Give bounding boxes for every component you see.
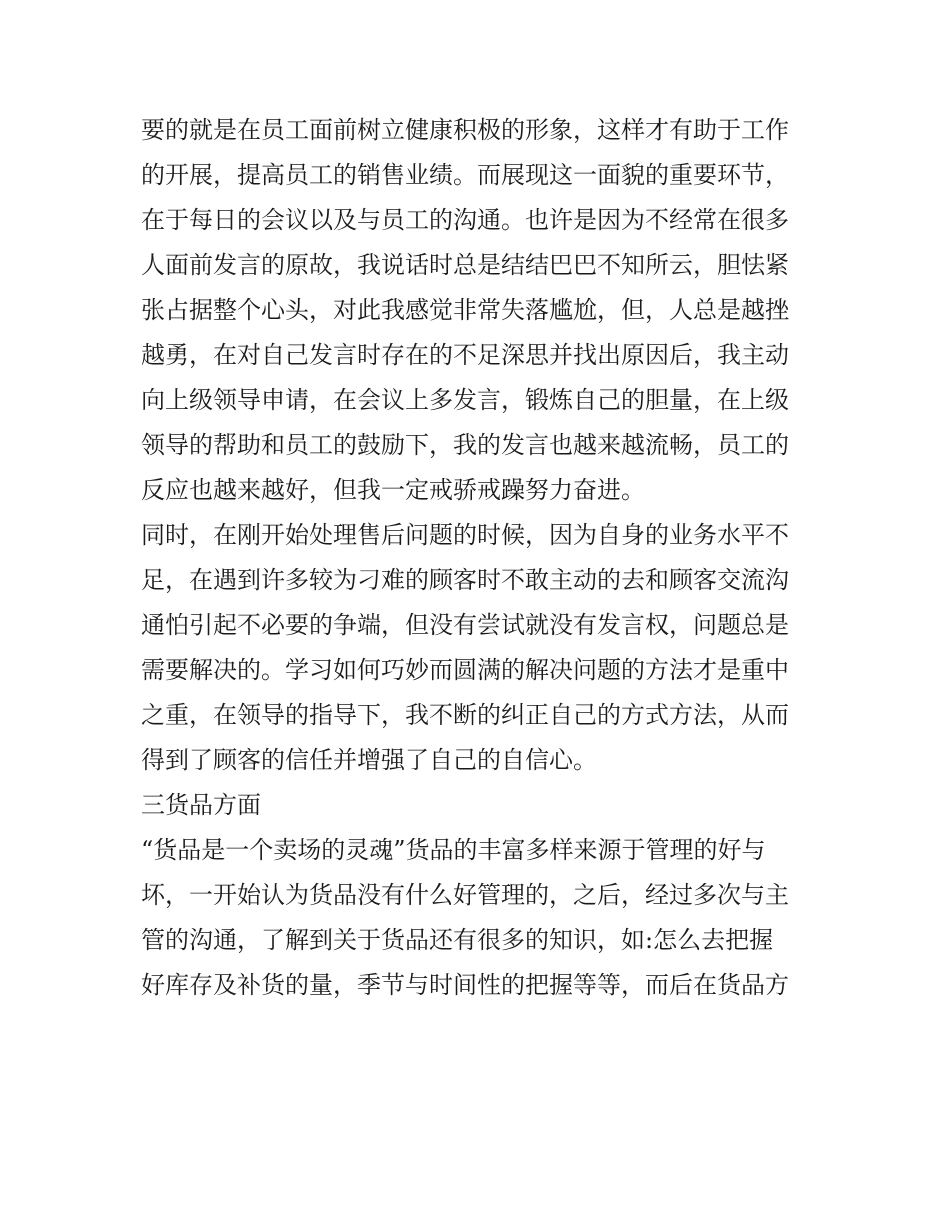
text-line: 得到了顾客的信任并增强了自己的自信心。 — [141, 746, 597, 774]
text-line: 要的就是在员工面前树立健康积极的形象，这样才有助于工作 — [141, 116, 789, 144]
section-heading: 三货品方面 — [141, 791, 261, 819]
text-line: 同时，在刚开始处理售后问题的时候，因为自身的业务水平不 — [141, 521, 789, 549]
text-line: “货品是一个卖场的灵魂”货品的丰富多样来源于管理的好与 — [141, 836, 766, 864]
text-line: 足，在遇到许多较为刁难的顾客时不敢主动的去和顾客交流沟 — [141, 566, 789, 594]
text-line: 反应也越来越好，但我一定戒骄戒躁努力奋进。 — [141, 476, 645, 504]
text-line: 管的沟通，了解到关于货品还有很多的知识，如:怎么去把握 — [141, 926, 774, 954]
text-line: 人面前发言的原故，我说话时总是结结巴巴不知所云，胆怯紧 — [141, 251, 789, 279]
text-line: 张占据整个心头，对此我感觉非常失落尴尬，但，人总是越挫 — [141, 296, 789, 324]
text-line: 的开展，提高员工的销售业绩。而展现这一面貌的重要环节， — [141, 161, 789, 189]
text-line: 在于每日的会议以及与员工的沟通。也许是因为不经常在很多 — [141, 206, 789, 234]
document-body — [141, 108, 821, 1008]
text-line: 向上级领导申请，在会议上多发言，锻炼自己的胆量，在上级 — [141, 386, 789, 414]
text-line: 好库存及补货的量，季节与时间性的把握等等，而后在货品方 — [141, 971, 789, 999]
text-line: 坏，一开始认为货品没有什么好管理的，之后，经过多次与主 — [141, 881, 789, 909]
text-line: 通怕引起不必要的争端，但没有尝试就没有发言权，问题总是 — [141, 611, 789, 639]
text-line: 越勇，在对自己发言时存在的不足深思并找出原因后，我主动 — [141, 341, 789, 369]
text-line: 之重，在领导的指导下，我不断的纠正自己的方式方法，从而 — [141, 701, 789, 729]
text-line: 需要解决的。学习如何巧妙而圆满的解决问题的方法才是重中 — [141, 656, 789, 684]
text-line: 领导的帮助和员工的鼓励下，我的发言也越来越流畅，员工的 — [141, 431, 789, 459]
